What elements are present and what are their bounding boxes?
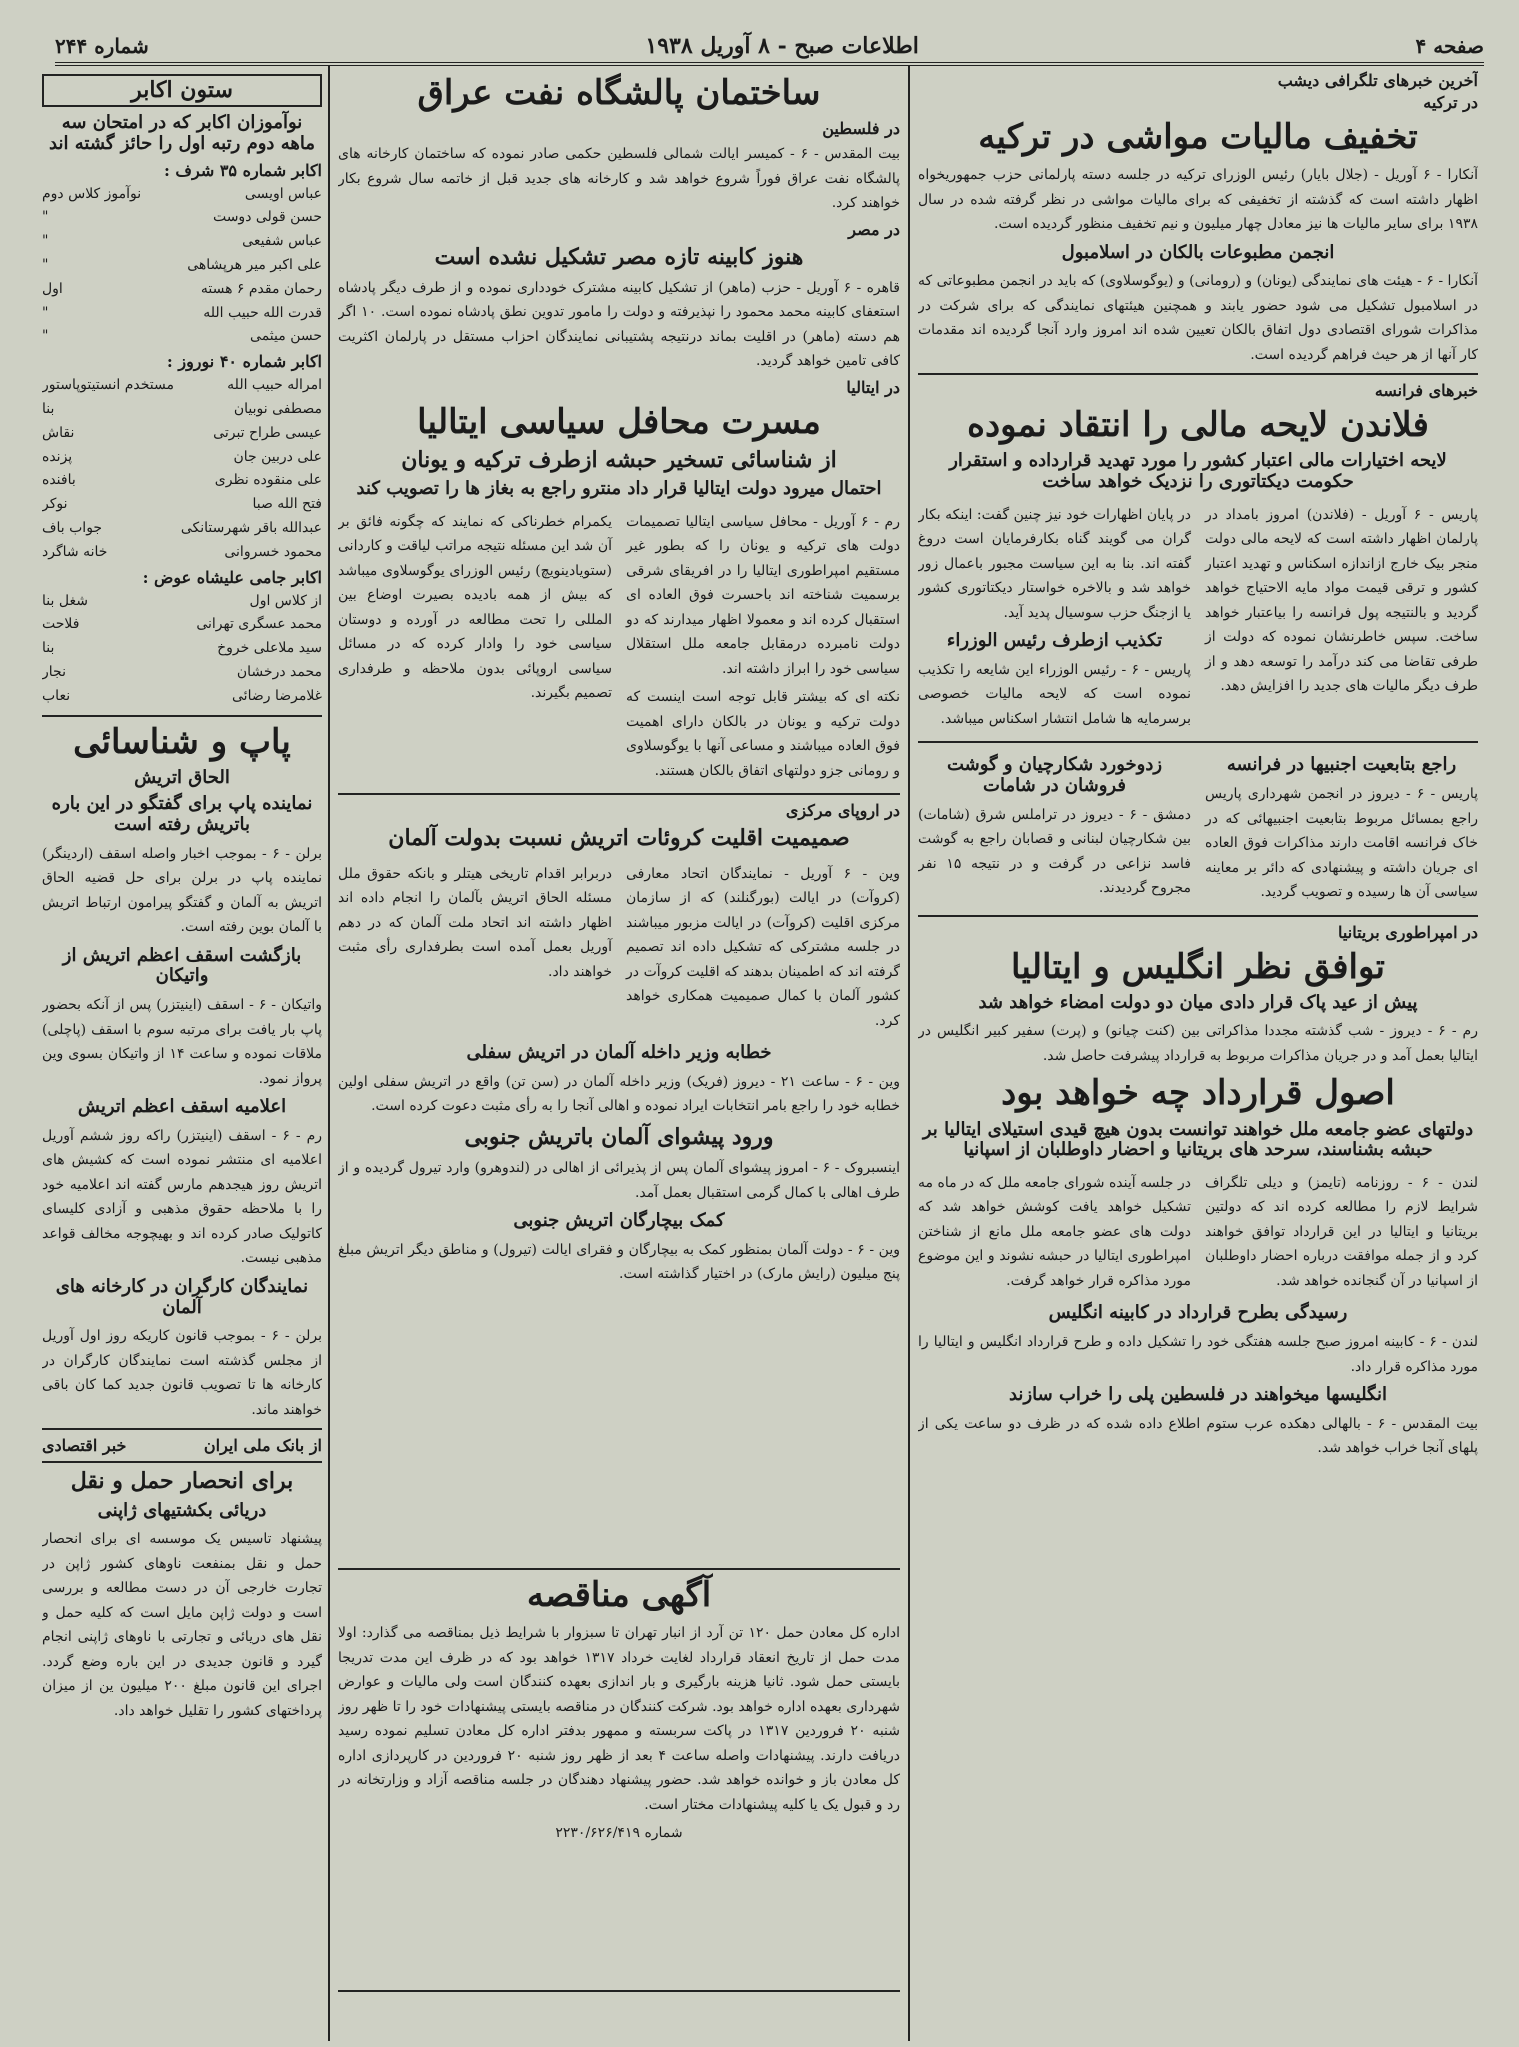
headline-archbishop-return: بازگشت اسقف اعظم اتریش از واتیکان — [62, 944, 302, 987]
economy-bar — [42, 1428, 322, 1463]
paper-title: اطلاعات صبح - ۸ آوریل ۱۹۳۸ — [645, 33, 919, 59]
kicker-palestine: در فلسطین — [822, 119, 900, 139]
student-name: از کلاس اول — [249, 592, 322, 609]
student-detail: نوکر — [42, 496, 68, 513]
student-list-jami — [42, 590, 322, 709]
student-name: محمد عسگری تهرانی — [196, 616, 322, 633]
article-aid: وین - ۶ - دولت آلمان بمنظور کمک به بیچارگان و فقرای ایالت (تیرول) و مناطق دیگر اتریش مبلغ پنج میلیون (رایش مارک) در اختیار گذاشته است. — [338, 1241, 900, 1283]
article-archbishop-return: واتیکان - ۶ - اسقف (اینیتزر) پس از آنکه بحضور پاپ بار یافت برای مرتبه سوم با اسقف (پاچلی) ملاقات نموده و ساعت ۱۴ از واتیکان بسوی وین پرواز نمود. — [42, 997, 322, 1087]
article-egypt-cabinet: قاهره - ۶ آوریل - حزب (ماهر) از تشکیل کابینه مشترک خودداری نموده و از طرف دیگر پادشاه استعفای کابینه محمد محمود را نپذیرفته و دولت را مامور تدوین نطق پادشاه نموده است. ۱۰ اگر هم دسته (ماهر) در اقلیت بماند درنتیجه پشتیبانی نمایندگان احزاب مستقل در پارلمان اکثریت کافی تامین خواهد گردید. — [338, 279, 900, 370]
masthead — [55, 30, 1484, 66]
article-flandin-1: پاریس - ۶ آوریل - (فلاندن) امروز بامداد در پارلمان اظهار داشته است که لایحه مالی دولت منجر بیک خارج ازاندازه اسکناس و تهدید اعتبار کشور و ترقی قیمت مواد مایه الاحتیاج خواهد گردید و بالنتیجه پول فرانسه را بیاعتبار خواهد ساخت. سپس خاطرنشان نموده که دولت از طرفی تقاضا می کند درآمد را توسعه دهد و از طرف دیگر مالیات های جدید را افزایش دهد. — [1205, 506, 1478, 695]
headline-transport: برای انحصار حمل و نقل — [70, 1468, 294, 1495]
headline-foreigners: راجع بتابعیت اجنبیها در فرانسه — [1226, 754, 1457, 776]
list-row — [42, 517, 322, 541]
column-rule-1 — [908, 66, 910, 2041]
ad-title: آگهی مناقصه — [526, 1575, 712, 1615]
ad-reference: شماره ۲۲۳۰/۶۲۶/۴۱۹ — [555, 1825, 683, 1842]
column-left — [42, 68, 322, 2028]
list-row — [42, 325, 322, 349]
student-name: امراله حبیب الله — [227, 377, 322, 394]
subhead-pope: نماینده پاپ برای گفتگو در این باره باتریش رفته است — [51, 793, 313, 836]
flandin-side — [918, 499, 1191, 736]
headline-aid: کمک بیچارگان اتریش جنوبی — [513, 1210, 725, 1232]
student-detail: نوآموز کلاس دوم — [42, 185, 142, 202]
article-cabinet: لندن - ۶ - کابینه امروز صبح جلسه هفتگی خود را تشکیل داده و طرح قرارداد انگلیس و ایتالیا را مورد مذاکره قرار داد. — [918, 1334, 1478, 1375]
headline-interior-speech: خطابه وزیر داخله آلمان در اتریش سفلی — [466, 1042, 772, 1064]
list-row — [42, 637, 322, 661]
article-turkey-tax: آنکارا - ۶ آوریل - (جلال بایار) رئیس الوزرای ترکیه در جلسه دسته پارلمانی حزب جمهوریخواه اظهار داشته است که گذشته از تخفیفی که برای مالیات مواشی در نظر گرفته شده در سال ۱۹۳۸ برای سایر مالیات ها نیز معادل چهار میلیون و نیم تخفیف منظور گردیده است. — [918, 167, 1478, 233]
ad-body: اداره کل معادن حمل ۱۲۰ تن آرد از انبار تهران تا سبزوار با شرایط ذیل بمناقصه می گذارد: اولا مدت حمل از تاریخ انعقاد قرارداد لغایت خرداد ۱۳۱۷ خواهد بود که در ظرف این مدت تدریجا بایستی حمل شود. ثانیا هزینه بارگیری و بار اندازی بعهده کنندگان است ولی مالیات و عوارض شهرداری بعهده اداره خواهد بود. شرکت کنندگان در مناقصه بایستی پیشنهادات خود را تا ظهر روز شنبه ۲۰ فروردین ۱۳۱۷ در پاکت سربسته و ممهور بدفتر اداره کل معادن تسلیم نموده رسید دریافت دارند. پیشنهادات واصله ساعت ۴ بعد از ظهر روز شنبه ۲۰ فروردین در کارپردازی اداره کل معادن باز و خوانده خواهد شد. حضور پیشنهاد دهندگان در جلسه مناقصه آزاد و وزارتخانه در رد و قبول یک یا کلیه پیشنهادات مختار است. — [338, 1625, 900, 1813]
student-detail: خانه شاگرد — [42, 543, 108, 560]
student-detail: " — [42, 304, 49, 321]
kicker-france: خبرهای فرانسه — [1374, 381, 1478, 401]
list-row — [42, 590, 322, 614]
section-class-35: اکابر شماره ۳۵ شرف : — [163, 160, 322, 180]
article-archbishop-notice: رم - ۶ - اسقف (اینیتزر) راکه روز ششم آوریل اعلامیه ای منتشر نموده است که کشیش های اتریش روز هیجدهم مارس گفته اند اعلامیه خود را با ملاحظه حقوق مذهبی و آزادی کلیسای کاتولیک صادر کرده اند و بهیچوجه مخالف قواعد مذهبی نیست. — [42, 1127, 322, 1267]
headline-exam-results: نوآموزان اکابر که در امتحان سه ماهه دوم رتبه اول را حائز گشته اند — [49, 112, 315, 154]
student-detail: مستخدم انستیتوپاستور — [42, 377, 175, 394]
article-iraq-refinery: بیت المقدس - ۶ - کمیسر ایالت شمالی فلسطین حکمی صادر نموده که ساختمان کارخانه های پالشگاه نفت عراق فوراً شروع خواهد شد و کارخانه های جدید قبل از خاتمه سال شروع بکار خواهند کرد. — [338, 146, 900, 212]
list-row — [42, 278, 322, 302]
column-middle — [338, 68, 900, 1568]
article-interior-speech: وین - ۶ - ساعت ۲۱ - دیروز (فریک) وزیر داخله آلمان در (سن تن) واقع در اتریش سفلی اولین خطابه خود را راجع بامر انتخابات ایراد نموده و اهالی آنجا را به رأی مثبت دعوت کرده است. — [338, 1073, 900, 1115]
student-list-40 — [42, 374, 322, 564]
list-row — [42, 422, 322, 446]
list-row — [42, 493, 322, 517]
headline-pact: اصول قرارداد چه خواهد بود — [1001, 1073, 1395, 1114]
student-name: محمد درخشان — [236, 664, 322, 681]
student-detail: نقاش — [42, 424, 75, 441]
article-palestine-bridge: بیت المقدس - ۶ - بالهالی دهکده عرب ستوم اطلاع داده شده که در ظرف دو ساعت یکی از پلهای آنجا خراب خواهد شد. — [918, 1415, 1478, 1457]
headline-turkey-tax: تخفیف مالیات مواشی در ترکیه — [978, 117, 1418, 157]
kicker-turkey: در ترکیه — [1423, 93, 1478, 112]
student-name: فتح الله صبا — [252, 496, 322, 513]
foreign-syria-columns — [918, 749, 1478, 908]
student-detail: " — [42, 257, 49, 274]
page-number: صفحه ۴ — [1415, 34, 1484, 58]
article-pact-1: لندن - ۶ - روزنامه (تایمز) و دیلی تلگراف شرایط لازم را مطالعه کرده اند که دولتین بریتانیا و ایتالیا در این قرارداد توافق خواهند کرد و از جمله موافقت درباره احضار داوطلبان از اسپانیا در آن گنجانده خواهد شد. — [1205, 1174, 1478, 1289]
headline-cabinet: رسیدگی بطرح قرارداد در کابینه انگلیس — [1048, 1302, 1348, 1324]
article-denial: پاریس - ۶ - رئیس الوزراء این شایعه را تکذیب نموده است که لایحه مالیات خصوصی برسرمایه ها شامل انتشار اسکناس میباشد. — [918, 661, 1191, 727]
student-name: عبدالله باقر شهرستانکی — [180, 520, 322, 537]
student-detail: بافنده — [42, 472, 76, 489]
divider — [338, 793, 900, 795]
article-croats-1: وین - ۶ آوریل - نمایندگان اتحاد معارفی (کروآت) در ایالت (بورگنلند) که از سازمان مرکزی اقلیت (کروآت) در ایالت مزبور میباشند در جلسه مشترکی که تشکیل داده اند تصمیم گرفته اند که اطمینان بدهند که اقلیت کروآت در کشور آلمان با کمال صمیمیت همکاری خواهد کرد. — [626, 865, 900, 1029]
divider — [42, 715, 322, 717]
student-name: علی دربین جان — [233, 448, 322, 465]
headline-elders-column: ستون اکابر — [42, 74, 322, 107]
kicker-italy: در ایتالیا — [846, 377, 900, 397]
section-class-jami: اکابر جامی علیشاه عوض : — [142, 567, 322, 587]
headline-pope: پاپ و شناسائی — [73, 721, 291, 762]
subhead-transport: دریائی بکشتیهای ژاپنی — [97, 1499, 267, 1521]
subhead-italy: از شناسائی تسخیر حبشه ازطرف ترکیه و یونان — [401, 446, 837, 473]
headline-archbishop-notice: اعلامیه اسقف اعظم اتریش — [77, 1096, 287, 1118]
headline-anglo-italian: توافق نظر انگلیس و ایتالیا — [1010, 946, 1386, 987]
article-flandin-2: در پایان اظهارات خود نیز چنین گفت: اینکه بکار گران می گویند گناه بکارفرمایان است دروغ گفته اند. بنا به این سیاست مجبور باعمال زور خواهد شد و بالاخره خواستار دیکتاتوری کشور یا ازجنگ حزب سوسیال پدید آید. — [918, 506, 1191, 621]
italy-col-a — [626, 506, 900, 788]
headline-italy: مسرت محافل سیاسی ایتالیا — [417, 401, 821, 442]
headline-balkan-press: انجمن مطبوعات بالکان در اسلامبول — [1061, 241, 1335, 263]
headline-egypt-cabinet: هنوز کابینه تازه مصر تشکیل نشده است — [434, 243, 804, 270]
list-row — [42, 254, 322, 278]
student-name: غلامرضا رضائی — [232, 687, 322, 704]
article-italy-2: نکته ای که بیشتر قابل توجه است اینست که دولت ترکیه و یونان در بالکان دارای اهمیت فوق العاده میباشند و مساعی آنها با یوگوسلاوی و رومانی جزو دولتهای اتفاق بالکان هستند. — [626, 689, 900, 779]
student-detail: " — [42, 328, 49, 345]
list-row — [42, 469, 322, 493]
column-rule-2 — [328, 66, 330, 2041]
article-transport: پیشنهاد تاسیس یک موسسه ای برای انحصار حمل و نقل بمنفعت ناوهای کشور ژاپن در تجارت خارجی آن در دست مطالعه و بررسی است و دولت ژاپن مایل است که کلیه حمل و نقل های دریائی و تجارتی با ناوهای ژاپنی انجام گیرد و قانون جدیدی در این باره وضع گردد. اجرای این قانون مبلغ ۲۰۰ میلیون ین از میزان پرداختهای کشور را تقلیل خواهد داد. — [42, 1531, 322, 1719]
student-name: علی اکبر میر هرپشاهی — [187, 257, 322, 274]
student-detail: شغل بنا — [42, 592, 88, 609]
list-row — [42, 374, 322, 398]
student-detail: " — [42, 209, 49, 226]
headline-syria: زدوخورد شکارچیان و گوشت فروشان در شامات — [946, 754, 1163, 797]
student-name: قدرت الله حبیب الله — [203, 304, 322, 321]
student-detail: جواب باف — [42, 520, 103, 537]
list-row — [42, 183, 322, 207]
subhead-flandin: لایحه اختیارات مالی اعتبار کشور را مورد تهدید قرارداده و استقرار حکومت دیکتاتوری را نزدیک خواهد ساخت — [949, 450, 1447, 493]
section-class-40: اکابر شماره ۴۰ نوروز : — [166, 352, 322, 372]
pact-columns — [918, 1167, 1478, 1298]
student-name: عباس شفیعی — [242, 233, 322, 250]
divider — [918, 741, 1478, 743]
headline-denial: تکذیب ازطرف رئیس الوزراء — [946, 630, 1163, 652]
kicker-britain: در امپراطوری بریتانیا — [1338, 922, 1478, 942]
student-name: حسن قولی دوست — [212, 209, 322, 226]
student-name: رحمان مقدم ۶ هسته — [200, 280, 322, 297]
kicker-egypt: در مصر — [848, 219, 900, 239]
student-detail: بنا — [42, 640, 55, 657]
article-balkan-press: آنکارا - ۶ - هیئت های نمایندگی (یونان) و (رومانی) و (یوگوسلاوی) که باید در انجمن مطبوعاتی که در اسلامبول تشکیل می شود حضور یابند و همچنین هیئتهای نمایندگی که برای شرکت در مذاکرات شورای اقتصادی دول اتفاق بالکان تعیین شده اند امروز وارد آنجا گردیده اند مقدمات کار آنها از هر حیث فراهم گردیده است. — [918, 273, 1478, 363]
student-detail: اول — [42, 280, 63, 297]
student-detail: نجار — [42, 664, 66, 681]
article-croats-2: دربرابر اقدام تاریخی هیتلر و بانکه حقوق ملل مسئله الحاق اتریش بآلمان را انجام داده اند اظهار داشته اند اتحاد ملت آلمان که در دهم آوریل بعمل آمده است بطرفداری رأی مثبت خواهند داد. — [338, 865, 612, 980]
article-italy-3: یکمرام خطرناکی که نمایند که چگونه فائق بر آن شد این مسئله نتیجه مراتب لیاقت و کاردانی (ستویادینویچ) رئیس الوزرای یوگوسلاوی میباشد که بیش از همه بادیده بصیرت اوضاع بین المللی را تحت مطالعه در آورده و دوستان سیاسی خود را وادار کرده که در مسائل سیاسی اروپائی بدون ملاحظه و طرفداری تصمیم بگیرند. — [338, 513, 612, 702]
article-workers: برلن - ۶ - بموجب قانون کاریکه روز اول آوریل از مجلس گذشته است نمایندگان کارگران در کارخانه ها تا تصویب قانون جدید کما کان باقی خواهند ماند. — [42, 1328, 322, 1418]
student-name: سید ملاعلی خروخ — [217, 640, 322, 657]
article-pact-2: در جلسه آینده شورای جامعه ملل که در ماه مه تشکیل خواهد یافت کوشش خواهد شد که دولت های عضو جامعه ملل مانع از شناختن امپراطوری ایتالیا در حبشه نشوند و این موضوع مورد مذاکره قرار خواهد گرفت. — [918, 1174, 1191, 1289]
flandin-columns — [918, 499, 1478, 736]
economy-label-left: خبر اقتصادی — [42, 1436, 127, 1456]
list-row — [42, 398, 322, 422]
headline-anschluss: الحاق اتریش — [134, 766, 230, 788]
student-name: عباس اویسی — [244, 185, 322, 202]
headline-croats: صمیمیت اقلیت کروئات اتریش نسبت بدولت آلمان — [388, 825, 850, 852]
article-syria: دمشق - ۶ - دیروز در تراملس شرق (شامات) بین شکارچیان لبنانی و قصابان راجع به گوشت فاسد نزاعی در گرفت و در نتیجه ۱۵ نفر مجروح گردیدند. — [918, 806, 1192, 897]
issue-number: شماره ۲۴۴ — [55, 34, 149, 58]
student-detail: بنا — [42, 401, 55, 418]
kicker-central-europe: در اروپای مرکزی — [785, 801, 900, 821]
subhead-italy-2: احتمال میرود دولت ایتالیا قرار داد منترو راجع به بغاز ها را تصویب کند — [356, 478, 882, 500]
economy-label-right: از بانک ملی ایران — [203, 1436, 322, 1456]
article-pope: برلن - ۶ - بموجب اخبار واصله اسقف (اردینگر) نماینده پاپ در برلن برای حل قضیه الحاق اتریش به آلمان و گفتگو پیرامون ارتباط اتریش با آلمان بوین رفته است. — [42, 845, 322, 936]
list-row — [42, 446, 322, 470]
article-foreigners: پاریس - ۶ - دیروز در انجمن شهرداری پاریس راجع بمسائل مربوط بتابعیت اجنبیهائی که در خاک فرانسه اقامت دارند مذاکرات فوق العاده ای جریان داشته و پیشنهادی که دائر بر معاینه سیاسی آن ها رسیده و تصویب گردید. — [1205, 786, 1478, 901]
list-row — [42, 302, 322, 326]
divider — [918, 373, 1478, 375]
divider — [918, 915, 1478, 917]
article-italy-1: رم - ۶ آوریل - محافل سیاسی ایتالیا تصمیمات دولت های ترکیه و یونان را که بطور غیر مستقیم امپراطوری ایتالیا را در افریقای شرقی برسمیت شناخته اند باحسرت فوق العاده ای استقبال کرده اند و معمولا اظهار میدارند که دو دولت نامبرده درمقابل جامعه ملل استقلال سیاسی خود را ابراز داشته اند. — [626, 513, 900, 677]
student-detail: پزنده — [42, 448, 73, 465]
student-detail: " — [42, 233, 49, 250]
student-name: محمود خسروانی — [224, 543, 322, 560]
subhead-pact: دولتهای عضو جامعه ملل خواهند توانست بدون هیچ قیدی استیلای ایتالیا بر حبشه بشناسند، سرحد های بریتانیا و احضار داوطلبان از اسپانیا — [922, 1118, 1474, 1161]
list-row — [42, 230, 322, 254]
student-list-35 — [42, 183, 322, 350]
list-row — [42, 206, 322, 230]
student-detail: نعاب — [42, 687, 71, 704]
headline-workers: نمایندگان کارگران در کارخانه های آلمان — [55, 1275, 309, 1318]
headline-flandin: فلاندن لایحه مالی را انتقاد نموده — [967, 405, 1429, 446]
student-name: مصطفی نوبیان — [233, 401, 322, 418]
article-fuhrer-south: اینسبروک - ۶ - امروز پیشوای آلمان پس از پذیرائی از اهالی در (لندوهرو) وارد تیرول گردیده و از طرف اهالی با کمال گرمی استقبال بعمل آمد. — [338, 1160, 900, 1201]
headline-iraq-refinery: ساختمان پالشگاه نفت عراق — [417, 73, 821, 113]
croat-columns — [338, 858, 900, 1038]
headline-fuhrer-south: ورود پیشوای آلمان باتریش جنوبی — [464, 1123, 774, 1150]
syria-block — [918, 749, 1191, 908]
list-row — [42, 661, 322, 685]
headline-palestine-bridge: انگلیسها میخواهند در فلسطین پلی را خراب سازند — [1008, 1384, 1388, 1406]
student-name: حسن میثمی — [250, 328, 322, 345]
foreign-block — [1205, 749, 1478, 908]
list-row — [42, 613, 322, 637]
tender-advertisement — [338, 1568, 900, 1992]
student-name: علی منقوده نظری — [214, 472, 322, 489]
subhead-anglo-italian: پیش از عید پاک قرار دادی میان دو دولت امضاء خواهد شد — [978, 991, 1418, 1013]
kicker-telegraph: آخرین خبرهای تلگرافی دیشب — [1277, 71, 1478, 90]
italy-columns — [338, 506, 900, 788]
article-anglo-italian: رم - ۶ - دیروز - شب گذشته مجددا مذاکراتی بین (کنت چیانو) و (پرت) سفیر کبیر انگلیس در ایتالیا بعمل آمد و در جریان مذاکرات مربوط به قرارداد پیشرفت حاصل شد. — [918, 1023, 1478, 1064]
column-right — [918, 68, 1478, 2028]
student-name: عیسی طراح تبرتی — [213, 424, 322, 441]
list-row — [42, 541, 322, 565]
list-row — [42, 685, 322, 709]
student-detail: فلاحت — [42, 616, 80, 633]
